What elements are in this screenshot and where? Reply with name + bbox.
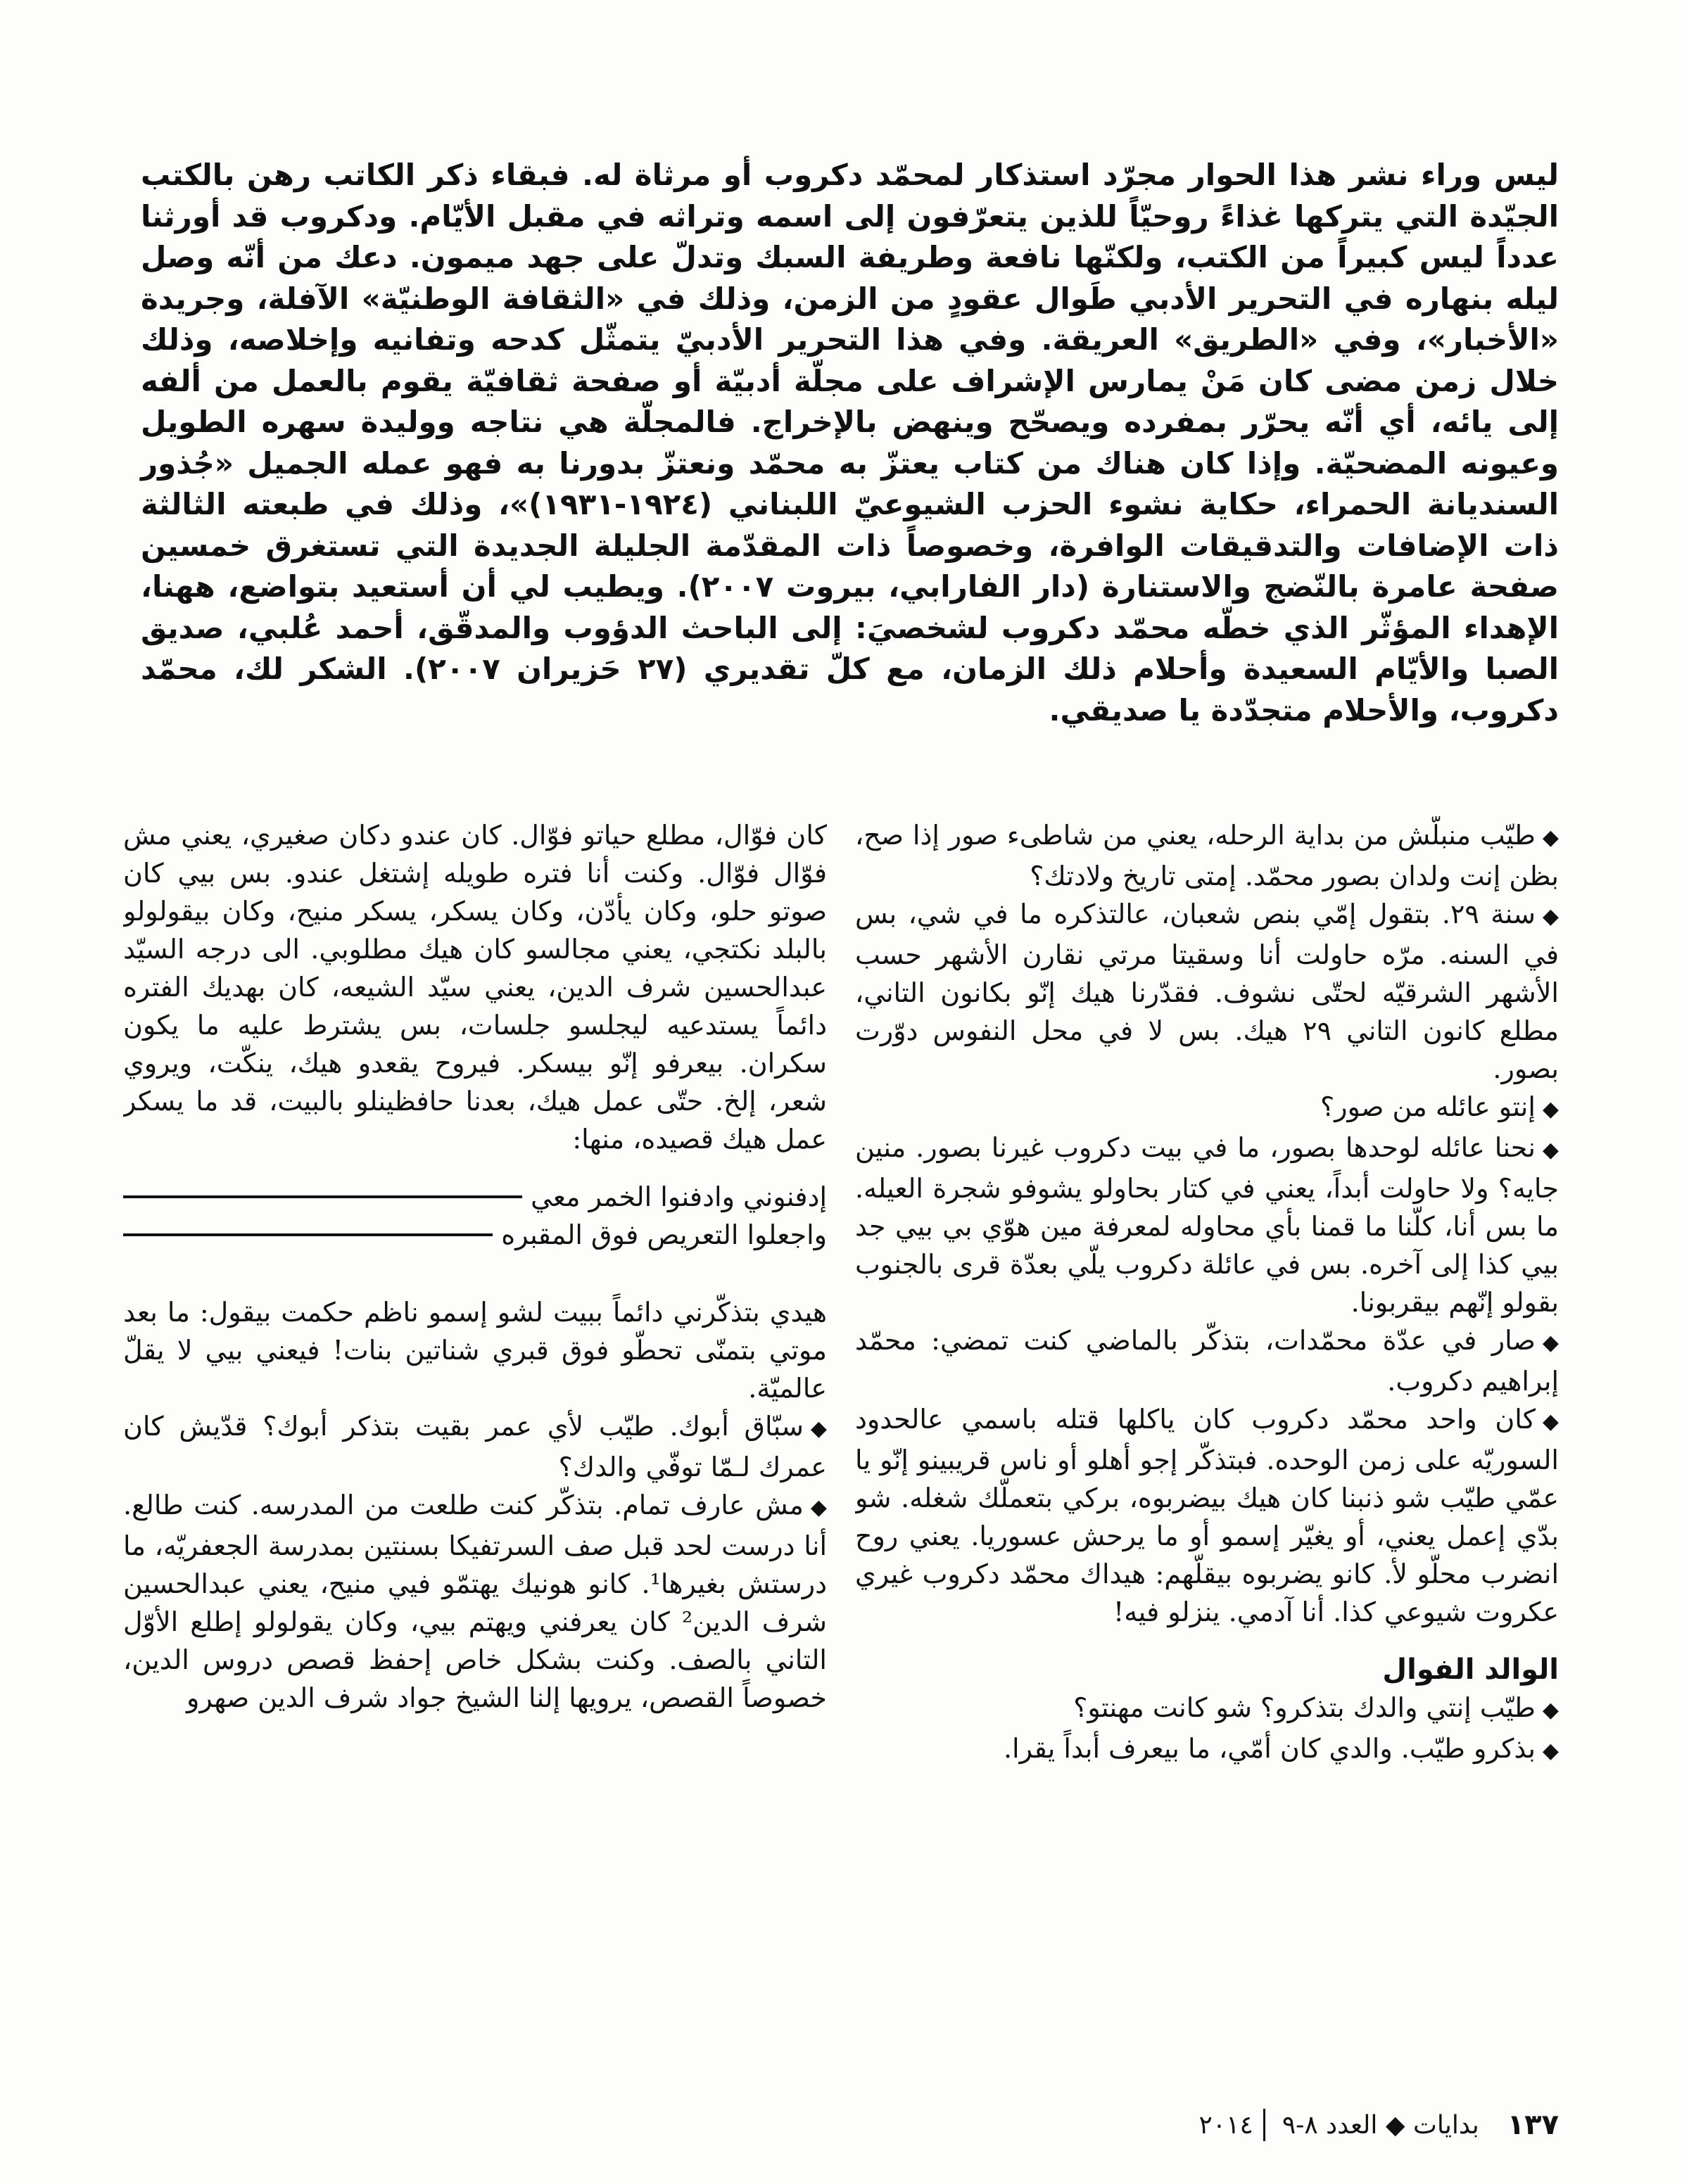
page-number: ١٣٧ <box>1507 2109 1559 2141</box>
question: ◆إنتو عائله من صور؟ <box>855 1088 1559 1129</box>
question: ◆سبّاق أبوك. طيّب لأي عمر بقيت بتذكر أبوك؟ قدّيش كان عمرك لـمّا توفّي والدك؟ <box>123 1411 827 1483</box>
answer: ◆صار في عدّة محمّدات، بتذكّر بالماضي كنت تمضي: محمّد إبراهيم دكروب. <box>855 1325 1559 1397</box>
paragraph: هيدي بتذكّرني دائماً ببيت لشو إسمو ناظم حكمت بيقول: ما بعد موتي بتمنّى تحطّو فوق قبري شناتين بنات! فيعني بيي لا يقلّ عالميّة. <box>123 1297 827 1404</box>
question: ◆طيّب إنتي والدك بتذكرو؟ شو كانت مهنتو؟ <box>855 1689 1559 1729</box>
publication-year: ٢٠١٤ <box>1198 2110 1253 2140</box>
publication-name: بدايات ◆ العدد ٨-٩ <box>1282 2110 1479 2140</box>
diamond-bullet-icon: ◆ <box>810 1495 827 1520</box>
answer: ◆نحنا عائله لوحدها بصور، ما في بيت دكروب غيرنا بصور. منين جايه؟ ولا حاولت أبداً، يعني في كتار بحاولو يشوفو شجرة العيله. ما بس أنا، كلّنا ما قمنا بأي محاوله لمعرفة مين هوّي بي بيي جد بيي كذا إلى آخره. بس في عائلة دكروب يلّي بعدّة قرى بالجنوب بقولو إنّهم بيقربونا. <box>855 1132 1559 1318</box>
answer: ◆بذكرو طيّب. والدي كان أمّي، ما بيعرف أبداً يقرا. <box>855 1729 1559 1770</box>
answer-continuation: كان فوّال، مطلع حياتو فوّال. كان عندو دكان صغيري، يعني مش فوّال فوّال. وكنت أنا فتره طويله إشتغل عندو. بس بيي كان صوتو حلو، وكان يأدّن، وكان يسكر، يسكر منيح، وكان بيقولولو بالبلد نكتجي، يعني مجالسو كان هيك مطلوبي. الى درجه السيّد عبدالحسين شرف الدين، يعني سيّد الشيعه، كان بهديك الفتره دائماً يستدعيه ليجلسو جلسات، بس يشترط عليه ما يكون سكران. بيعرفو إنّو بيسكر. فيروح يقعدو هيك، ينكّت، ويروي شعر، إلخ. حتّى عمل هيك، بعدنا حافظينلو بالبيت، قد ما يسكر عمل هيك قصيده، منها: <box>123 820 827 1155</box>
question: ◆طيّب منبلّش من بداية الرحله، يعني من شاطىء صور إذا صح، بظن إنت ولدان بصور محمّد. إمتى تاريخ ولادتك؟ <box>855 820 1559 891</box>
diamond-bullet-icon: ◆ <box>1542 1097 1559 1122</box>
poem-verse: واجعلوا التعريص فوق المقبره <box>123 1216 827 1254</box>
diamond-bullet-icon: ◆ <box>1542 904 1559 929</box>
poem-verse: إدفنوني وادفنوا الخمر معي <box>123 1178 827 1216</box>
diamond-bullet-icon: ◆ <box>1542 1331 1559 1355</box>
footer-divider <box>1263 2109 1265 2141</box>
diamond-bullet-icon: ◆ <box>810 1416 827 1441</box>
answer: ◆كان واحد محمّد دكروب كان ياكلها قتله باسمي عالحدود السوريّه على زمن الوحده. فبتذكّر إجو أهلو أو ناس قريبينو إنّو يا عمّي طيّب شو ذنبنا كان هيك بيضربوه، بركي بتعملّك شغله. شو بدّي إعمل يعني، أو يغيّر إسمو أو ما يرحش عسوريا. يعني روح انضرب محلّو لأ. كانو يضربوه بيقلّهم: هيداك محمّد دكروب غيري عكروت شيوعي كذا. أنا آدمي. ينزلو فيه! <box>855 1404 1559 1627</box>
diamond-bullet-icon: ◆ <box>1542 1409 1559 1434</box>
right-column <box>855 816 1559 2040</box>
verse-rule <box>123 1195 522 1198</box>
answer: ◆سنة ٢٩. بتقول إمّي بنص شعبان، عالتذكره ما في شي، بس في السنه. مرّه حاولت أنا وسقيتا مرتي نقارن الأشهر حسب الأشهر الشرقيّه لحتّى نشوف. فقدّرنا هيك إنّو بكانون التاني، مطلع كانون التاني ٢٩ هيك. بس لا في محل النفوس دوّرت بصور. <box>855 899 1559 1084</box>
diamond-bullet-icon: ◆ <box>1542 1739 1559 1763</box>
left-column <box>123 816 827 2040</box>
answer: ◆مش عارف تمام. بتذكّر كنت طلعت من المدرسه. كنت طالع. أنا درست لحد قبل صف السرتفيكا بسنتين بمدرسة الجعفريّه، ما درستش بغيرها¹. كانو هونيك يهتمّو فيي منيح، يعني عبدالحسين شرف الدين² كان يعرفني ويهتم بيي، وكان يقولولو إطلع الأوّل التاني بالصف. وكنت بشكل خاص إحفظ قصص دروس الدين، خصوصاً القصص، يرويها إلنا الشيخ جواد شرف الدين صهرو <box>123 1490 827 1713</box>
verse-rule <box>123 1233 493 1236</box>
intro-paragraph: ليس وراء نشر هذا الحوار مجرّد استذكار لمحمّد دكروب أو مرثاة له. فبقاء ذكر الكاتب رهن بالكتب الجيّدة التي يتركها غذاءً روحيّاً للذين يتعرّفون إلى اسمه وتراثه في مقبل الأيّام. ودكروب قد أورثنا عدداً ليس كبيراً من الكتب، ولكنّها نافعة وطريفة السبك وتدلّ على جهد ميمون. دعك من أنّه وصل ليله بنهاره في التحرير الأدبي طَوال عقودٍ من الزمن، وذلك في «الثقافة الوطنيّة» الآفلة، وجريدة «الأخبار»، وفي «الطريق» العريقة. وفي هذا التحرير الأدبيّ يتمثّل كدحه وتفانيه وإخلاصه، وذلك خلال زمن مضى كان مَنْ يمارس الإشراف على مجلّة أدبيّة أو صفحة ثقافيّة يقوم بالعمل من ألفه إلى يائه، أي أنّه يحرّر بمفرده ويصحّح وينهض بالإخراج. فالمجلّة هي نتاجه ووليدة سهره الطويل وعيونه المضحيّة. وإذا كان هناك من كتاب يعتزّ به محمّد ونعتزّ بدورنا به فهو عمله الجميل «جُذور السنديانة الحمراء، حكاية نشوء الحزب الشيوعيّ اللبناني (١٩٢٤-١٩٣١)»، وذلك في طبعته الثالثة ذات الإضافات والتدقيقات الوافرة، وخصوصاً ذات المقدّمة الجليلة الجديدة التي تستغرق خمسين صفحة عامرة بالنّضج والاستنارة (دار الفارابي، بيروت ٢٠٠٧). ويطيب لي أن أستعيد بتواضع، ههنا، الإهداء المؤثّر الذي خطّه محمّد دكروب لشخصيَ: إلى الباحث الدؤوب والمدقّق، أحمد عُلبي، صديق الصبا والأيّام السعيدة وأحلام ذلك الزمان، مع كلّ تقديري (٢٧ حَزيران ٢٠٠٧). الشكر لك، محمّد دكروب، والأحلام متجدّدة يا صديقي. <box>141 158 1560 728</box>
diamond-bullet-icon: ◆ <box>1542 825 1559 850</box>
diamond-bullet-icon: ◆ <box>1542 1138 1559 1162</box>
page-footer <box>1198 2104 1559 2146</box>
diamond-bullet-icon: ◆ <box>1542 1698 1559 1722</box>
section-heading: الوالد الفوال <box>1382 1653 1559 1686</box>
